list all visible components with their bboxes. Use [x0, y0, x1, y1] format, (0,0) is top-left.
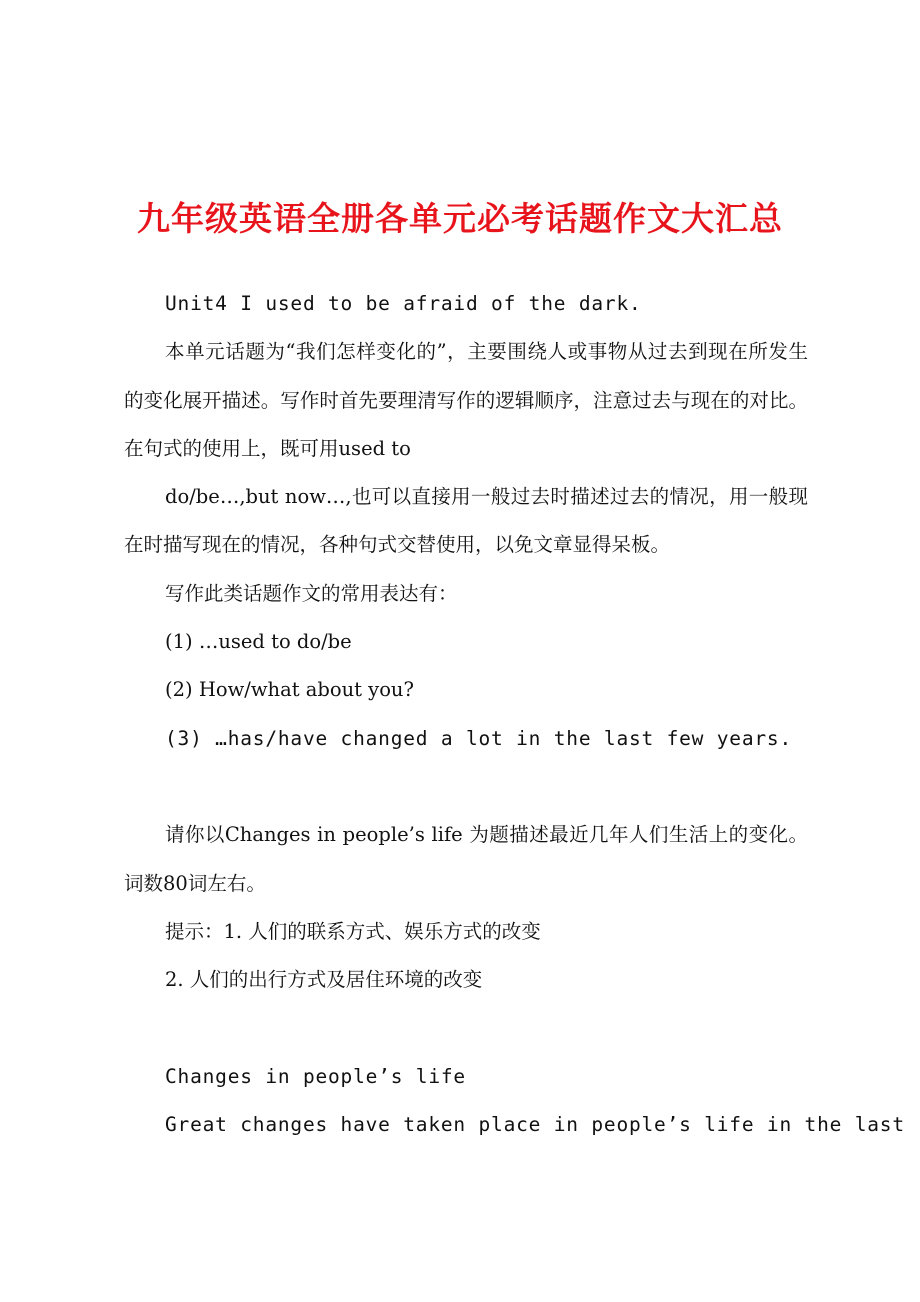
hint-1: 提示：1. 人们的联系方式、娱乐方式的改变 — [165, 919, 541, 943]
expression-item-3: (3) …has/have changed a lot in the last few years. — [165, 726, 792, 750]
expression-item-2: (2) How/what about you? — [165, 678, 414, 702]
unit-heading: Unit4 I used to be afraid of the dark. — [165, 292, 642, 315]
intro-paragraph-2: do/be…,but now…,也可以直接用一般过去时描述过去的情况，用一般现在时描写现在的情况，各种句式交替使用，以免文章显得呆板。 — [124, 485, 808, 557]
essay-first-line: Great changes have taken place in people’s life in the last — [165, 1113, 905, 1137]
hint-2: 2. 人们的出行方式及居住环境的改变 — [165, 968, 483, 992]
blank-line — [124, 763, 808, 811]
task-paragraph: 请你以Changes in people’s life 为题描述最近几年人们生活上的变化。词数80词左右。 — [124, 823, 808, 895]
intro-paragraph-1: 本单元话题为“我们怎样变化的”，主要围绕人或事物从过去到现在所发生的变化展开描述。写作时首先要理清写作的逻辑顺序，注意过去与现在的对比。在句式的使用上，既可用used to — [124, 340, 808, 460]
expression-item-1: (1) …used to do/be — [165, 630, 352, 654]
document-body — [124, 280, 905, 1149]
expressions-heading: 写作此类话题作文的常用表达有： — [165, 581, 458, 605]
document-title: 九年级英语全册各单元必考话题作文大汇总 — [137, 199, 783, 238]
blank-line — [124, 1004, 808, 1052]
essay-title: Changes in people’s life — [165, 1064, 466, 1088]
